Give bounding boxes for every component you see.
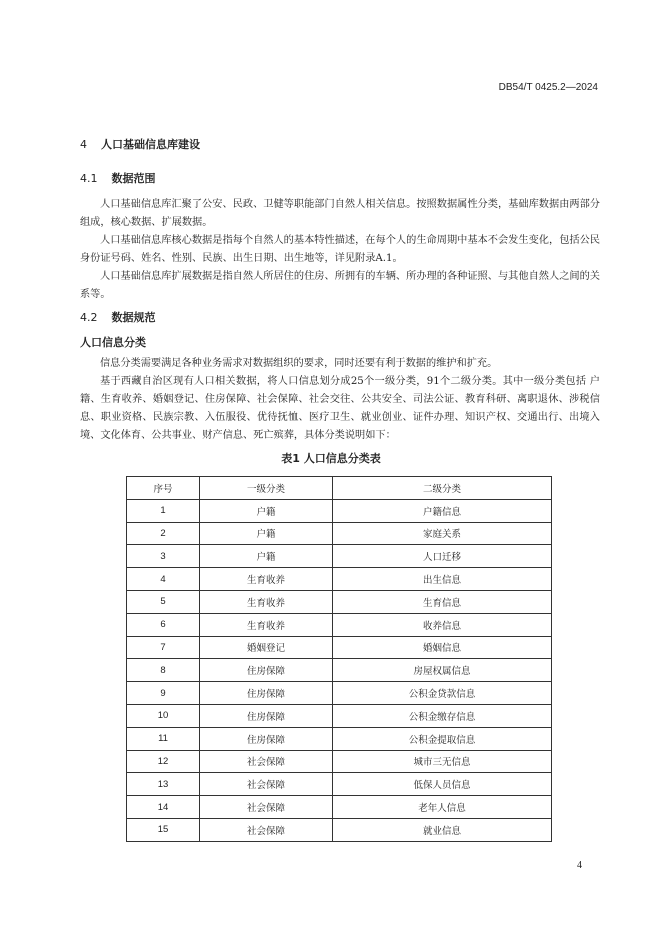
header-level1: 一级分类	[200, 477, 333, 500]
cell-level2: 老年人信息	[333, 796, 552, 819]
cell-level2: 公积金提取信息	[333, 727, 552, 750]
paragraph: 人口基础信息库汇聚了公安、民政、卫健等职能部门自然人相关信息。按照数据属性分类，基础库数据由两部分组成，核心数据、扩展数据。	[80, 199, 600, 228]
section-number: 4	[80, 138, 87, 151]
cell-level2: 城市三无信息	[333, 750, 552, 773]
section-title: 数据范围	[111, 172, 156, 185]
table-row	[127, 659, 552, 682]
paragraph: 人口基础信息库核心数据是指每个自然人的基本特性描述，在每个人的生命周期中基本不会发生变化，包括公民身份证号码、姓名、性别、民族、出生日期、出生地等，详见附录A.1。	[80, 235, 600, 264]
cell-level1: 住房保障	[200, 704, 333, 727]
section-4-heading	[80, 136, 200, 152]
paragraph: 信息分类需要满足各种业务需求对数据组织的要求，同时还要有利于数据的维护和扩充。	[100, 358, 498, 369]
paragraph: 基于西藏自治区现有人口相关数据，将人口信息划分成25个一级分类，91个二级分类。其中一级分类包括 户籍、生育收养、婚姻登记、住房保障、社会保障、社会交往、公共安全、司法公证、教育科研、离职退休、涉税信息、职业资格、民族宗教、入伍服役、优待抚恤、医疗卫生、就业创业、证件办理、知识产权、交通出行、出境入境、文化体育、公共事业、财产信息、死亡殡葬，具体分类说明如下：	[80, 376, 600, 441]
classification-table	[126, 476, 552, 842]
cell-level2: 公积金贷款信息	[333, 682, 552, 705]
cell-seq: 8	[127, 659, 200, 682]
cell-seq: 15	[127, 818, 200, 841]
section-title: 人口基础信息库建设	[101, 138, 200, 151]
table-row	[127, 704, 552, 727]
cell-level1: 生育收养	[200, 568, 333, 591]
table-row	[127, 796, 552, 819]
section-4-2-heading	[80, 309, 156, 325]
cell-level1: 生育收养	[200, 590, 333, 613]
table-row	[127, 545, 552, 568]
cell-seq: 13	[127, 773, 200, 796]
cell-level1: 住房保障	[200, 727, 333, 750]
paragraph: 人口基础信息库扩展数据是指自然人所居住的住房、所拥有的车辆、所办理的各种证照、与其他自然人之间的关系等。	[80, 271, 600, 300]
cell-seq: 9	[127, 682, 200, 705]
section-4-1-heading	[80, 170, 156, 186]
section-number: 4.1	[80, 172, 98, 185]
table-row	[127, 773, 552, 796]
table-row	[127, 568, 552, 591]
table-row	[127, 682, 552, 705]
table-header-row	[127, 477, 552, 500]
table-row	[127, 590, 552, 613]
cell-seq: 3	[127, 545, 200, 568]
cell-level2: 公积金缴存信息	[333, 704, 552, 727]
cell-level1: 社会保障	[200, 818, 333, 841]
cell-level2: 户籍信息	[333, 499, 552, 522]
cell-level2: 就业信息	[333, 818, 552, 841]
table-row	[127, 522, 552, 545]
section-number: 4.2	[80, 311, 98, 324]
table-row	[127, 750, 552, 773]
table-row	[127, 727, 552, 750]
cell-level1: 户籍	[200, 545, 333, 568]
cell-seq: 6	[127, 613, 200, 636]
cell-seq: 5	[127, 590, 200, 613]
cell-seq: 7	[127, 636, 200, 659]
header-seq: 序号	[127, 477, 200, 500]
cell-level2: 婚姻信息	[333, 636, 552, 659]
table-row	[127, 818, 552, 841]
table-caption: 表1 人口信息分类表	[281, 452, 381, 465]
cell-level1: 户籍	[200, 499, 333, 522]
cell-seq: 10	[127, 704, 200, 727]
cell-level1: 生育收养	[200, 613, 333, 636]
cell-level2: 家庭关系	[333, 522, 552, 545]
cell-seq: 4	[127, 568, 200, 591]
cell-seq: 14	[127, 796, 200, 819]
cell-seq: 12	[127, 750, 200, 773]
cell-level1: 户籍	[200, 522, 333, 545]
cell-level2: 出生信息	[333, 568, 552, 591]
document-code: DB54/T 0425.2—2024	[498, 82, 598, 93]
cell-level1: 住房保障	[200, 659, 333, 682]
table-row	[127, 636, 552, 659]
cell-level1: 社会保障	[200, 773, 333, 796]
section-title: 数据规范	[111, 311, 156, 324]
cell-level1: 社会保障	[200, 796, 333, 819]
cell-level1: 住房保障	[200, 682, 333, 705]
subheading: 人口信息分类	[80, 336, 146, 349]
cell-level1: 婚姻登记	[200, 636, 333, 659]
cell-seq: 1	[127, 499, 200, 522]
cell-level2: 低保人员信息	[333, 773, 552, 796]
cell-level2: 房屋权属信息	[333, 659, 552, 682]
cell-level2: 人口迁移	[333, 545, 552, 568]
cell-level2: 生育信息	[333, 590, 552, 613]
cell-seq: 2	[127, 522, 200, 545]
cell-seq: 11	[127, 727, 200, 750]
cell-level1: 社会保障	[200, 750, 333, 773]
cell-level2: 收养信息	[333, 613, 552, 636]
table-row	[127, 613, 552, 636]
page-number: 4	[577, 860, 582, 871]
header-level2: 二级分类	[333, 477, 552, 500]
table-row	[127, 499, 552, 522]
